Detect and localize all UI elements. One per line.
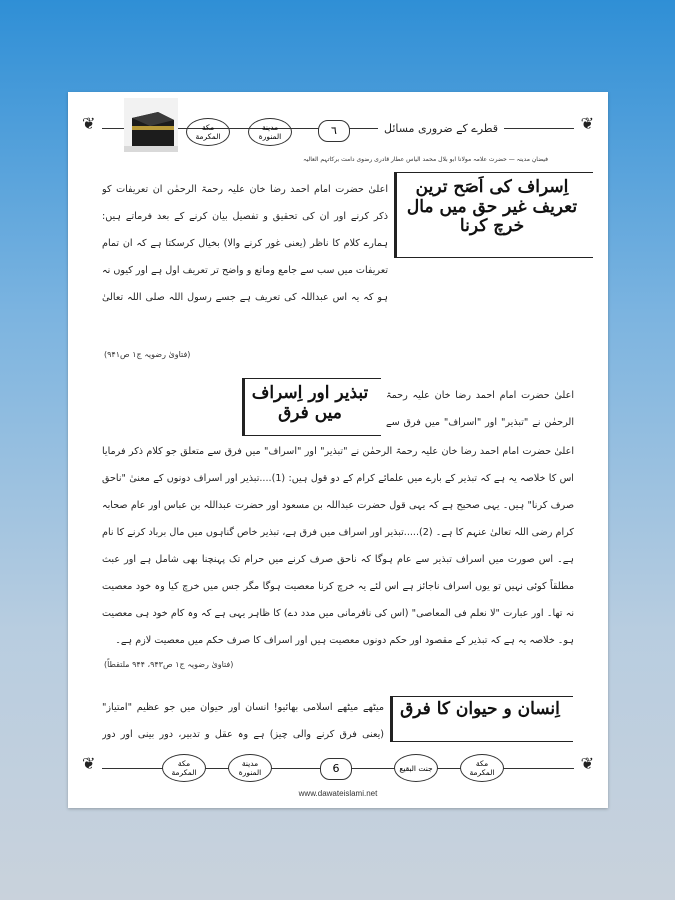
footer-seal-makkah: مكة المكرمة: [162, 754, 206, 782]
section1-reference: (فتاویٰ رضویہ ج۱ ص۹۴۱): [104, 350, 191, 359]
document-page: [68, 92, 608, 808]
header-title: قطرے کے ضروری مسائل: [378, 122, 504, 135]
flourish-right-icon: ❦: [580, 114, 594, 133]
section1-heading: اِسراف کی اَصَح ترین تعریف غیر حق میں مال خرچ کرنا: [406, 177, 578, 237]
section2-paragraph-intro: اعلیٰ حضرت امام احمد رضا خان علیہ رحمۃ الرحمٰن نے "تبذیر" اور "اسراف" میں فرق سے: [386, 390, 574, 428]
header-page-number: ٦: [318, 120, 350, 142]
section2-heading: تبذیر اور اِسراف میں فرق: [251, 383, 369, 423]
section2-paragraph: اعلیٰ حضرت امام احمد رضا خان علیہ رحمۃ الرحمٰن نے "تبذیر" اور "اسراف" میں فرق سے متعلق جو کلام ذکر فرمایا اس کا خلاصہ یہ ہے کہ تبذیر کے بارے میں علمائے کرام کے دو قول ہیں: (1)....تبذیر اور اسراف دونوں کے معنیٰ "ناحق صرف کرنا" ہیں۔ یہی صحیح ہے کہ یہی قول حضرت عبداللہ بن مسعود اور حضرت عبداللہ بن عباس اور عام صحابہ کرام رضی اللہ تعالیٰ عنہم کا ہے۔ (2).....تبذیر اور اسراف میں فرق ہے، تبذیر خاص گناہوں میں مال برباد کرنے کا نام ہے۔ اس صورت میں اسراف تبذیر سے عام ہوگا کہ ناحق صرف کرنے میں حرام تک پہنچنا بھی شامل ہے اور عبث مطلقاً کوئی نہیں تو یوں اسراف ناجائز ہے اس لئے یہ خرچ کرنا معصیت ہوگا مگر جس میں خرچ کیا وہ خود معصیت نہ تھا۔ اور عبارت "لا نعلم فی المعاصی" (اس کی نافرمانی میں مدد دے) کا ظاہر یہی ہے کہ وہ کام خود ہی معصیت ہو۔ خلاصہ یہ ہے کہ تبذیر کے مقصود اور حکم دونوں معصیت ہیں اور اسراف کا صرف حکم میں معصیت لازم ہے۔: [102, 446, 574, 646]
section2-reference: (فتاویٰ رضویہ ج۱ ص۹۴۳، ۹۴۴ ملتقطاً): [104, 660, 234, 669]
footer-seal-baqi: جنت البقيع: [394, 754, 438, 782]
footer-flourish-left-icon: ❦: [82, 754, 96, 773]
footer-seal-madinah: مدينة المنورة: [228, 754, 272, 782]
flourish-left-icon: ❦: [82, 114, 96, 133]
footer-page-number: 6: [320, 758, 352, 780]
footer-seal-makkah-2: مكة المكرمة: [460, 754, 504, 782]
header-seal-madinah: مدينة المنورة: [248, 118, 292, 146]
header-seal-makkah: مكة المكرمة: [186, 118, 230, 146]
header-subline: فیضانِ مدینہ — حضرت علامہ مولانا ابو بلال محمد الیاس عطار قادری رضوی دامت برکاتہم العالیہ: [303, 156, 548, 163]
footer-url: www.dawateislami.net: [298, 789, 378, 798]
footer-flourish-right-icon: ❦: [580, 754, 594, 773]
section3-paragraph: میٹھے میٹھے اسلامی بھائیو! انسان اور حیوان میں جو عظیم "امتیاز" (یعنی فرق کرنے والی چیز) ہے وہ عقل و تدبیر، دور بینی اور دور: [102, 702, 384, 740]
section1-paragraph-narrow: اعلیٰ حضرت امام احمد رضا خان علیہ رحمۃ الرحمٰن ان تعریفات کو ذکر کرنے اور ان کی تحقیق و تفصیل بیان کرنے کے بعد فرماتے ہیں: ہمارے کلام کا ناظر (یعنی غور کرنے والا) بخیال کرسکتا ہے کہ ان تمام تعریفات میں سب سے جامع ومانع و واضح تر تعریف اول ہے اور کیوں نہ ہو کہ یہ اس عبداللہ کی تعریف ہے جسے رسول اللہ صلی اللہ تعالیٰ: [102, 184, 388, 303]
kaaba-image: [124, 98, 178, 152]
section3-heading: اِنسان و حیوان کا فرق: [400, 699, 560, 719]
